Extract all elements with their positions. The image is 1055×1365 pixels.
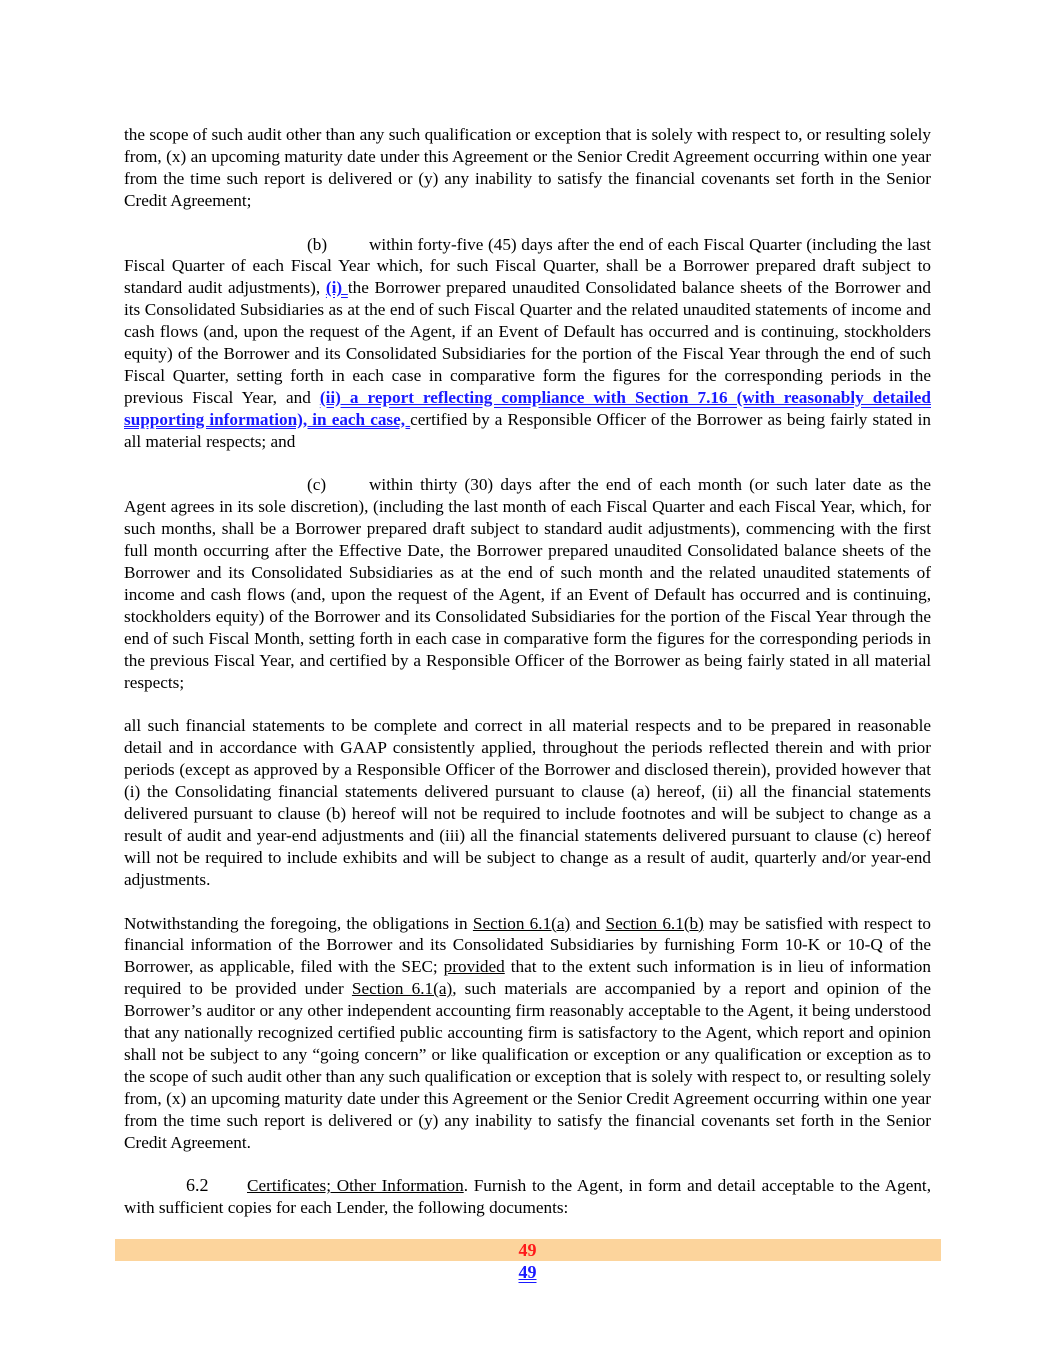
notwithstanding-text-1: Notwithstanding the foregoing, the obligations in (124, 913, 473, 933)
section-6-2 (124, 1175, 931, 1219)
section-6-2-number: 6.2 (186, 1175, 209, 1196)
provided-term: provided (443, 957, 505, 977)
clause-b-label: (b) (307, 234, 328, 254)
spacer (124, 453, 931, 475)
clause-b-text-3: certified by a Responsible Officer of the Borrower as being fairly stated in all material respects; and (124, 409, 931, 451)
spacer (124, 891, 931, 913)
section-6-2-text: . Furnish to the Agent, in form and detail acceptable to the Agent, with sufficient copies for each Lender, the following documents: (124, 1176, 932, 1218)
section-ref-6-1-a-second: Section 6.1(a) (351, 979, 453, 999)
clause-c-text: within thirty (30) days after the end of each month (or such later date as the Agent agrees in its sole discretion), (including the last month of each Fiscal Quarter and each Fiscal Year, which, for such months, shall be a Borrower prepared draft subject to standard audit adjustments), commencing with the first full month occurring after the Effective Date, the Borrower prepared unaudited Consolidated balance sheets of the Borrower and its Consolidated Subsidiaries as at the end of such month and the related unaudited statements of income and cash flows (and, upon the request of the Agent, if an Event of Default has occurred and is continuing, stockholders equity) of the Borrower and its Consolidated Subsidiaries for the portion of the Fiscal Year through the end of such Fiscal Month, setting forth in each case in comparative form the figures for the corresponding periods in the previous Fiscal Year, and certified by a Responsible Officer of the Borrower as being fairly stated in all material respects; (124, 475, 931, 692)
spacer (124, 212, 931, 234)
clause-b-text-1: within forty-five (45) days after the end of each Fiscal Quarter (including the last Fiscal Quarter of each Fiscal Year which, for such Fiscal Quarter, shall be a Borrower prepared draft subject to standard audit adjustments), (124, 234, 931, 298)
clause-b-text-2: the Borrower prepared unaudited Consolidated balance sheets of the Borrower and its Consolidated Subsidiaries as at the end of such Fiscal Quarter and the related unaudited statements of income and cash flows (and, upon the request of the Agent, if an Event of Default has occurred and is continuing, stockholders equity) of the Borrower and its Consolidated Subsidiaries for the portion of the Fiscal Year through the end of such Fiscal Quarter, setting forth in each case in comparative form the figures for the corresponding periods in the previous Fiscal Year, and (124, 278, 931, 407)
section-ref-6-1-a: Section 6.1(a) (472, 913, 571, 933)
document-page (124, 124, 931, 1219)
section-6-2-heading: Certificates; Other Information (247, 1176, 464, 1196)
notwithstanding-text-4: that to the extent such information is in lieu of information required to be provided under (124, 957, 931, 999)
paragraph-all-financial-statements: all such financial statements to be complete and correct in all material respects and to be prepared in reasonable detail and in accordance with GAAP consistently applied, throughout the periods reflected therein and with prior periods (except as approved by a Responsible Officer of the Borrower and disclosed therein), provided however that (i) the Consolidating financial statements delivered pursuant to clause (a) hereof, (ii) all the financial statements delivered pursuant to clause (b) hereof will not be required to include footnotes and will be subject to change as a result of audit and year-end adjustments and (iii) all the financial statements delivered pursuant to clause (c) hereof will not be required to include exhibits and will be subject to change as a result of audit, quarterly and/or year-end adjustments. (124, 716, 931, 889)
section-ref-6-1-b: Section 6.1(b) (605, 913, 704, 933)
paragraph-notwithstanding (124, 913, 931, 1154)
spacer (124, 694, 931, 716)
page-number-inserted: 49 (518, 1262, 537, 1282)
paragraph-clause-b (124, 234, 931, 453)
notwithstanding-text-3: may be satisfied with respect to financial information of the Borrower and its Consolidated Subsidiaries by furnishing Form 10-K or 10-Q of the Borrower, as applicable, filed with the SEC; (124, 913, 931, 977)
paragraph-audit-scope: the scope of such audit other than any such qualification or exception that is solely with respect to, or resulting solely from, (x) an upcoming maturity date under this Agreement or the Senior Credit Agreement occurring within one year from the time such report is delivered or (y) any inability to satisfy the financial covenants set forth in the Senior Credit Agreement; (124, 125, 931, 210)
page-number-deleted: 49 (518, 1240, 537, 1260)
notwithstanding-text-5: , such materials are accompanied by a report and opinion of the Borrower’s auditor or any other independent accounting firm reasonably acceptable to the Agent, it being understood that any nationally recognized certified public accounting firm is satisfactory to the Agent, which report and opinion shall not be subject to any “going concern” or like qualification or exception or any qualification or exception as to the scope of such audit other than any such qualification or exception that is solely with respect to, or resulting solely from, (x) an upcoming maturity date under this Agreement or the Senior Credit Agreement occurring within one year from the time such report is delivered or (y) any inability to satisfy the financial covenants set forth in the Senior Credit Agreement. (124, 979, 931, 1152)
spacer (124, 1154, 931, 1176)
notwithstanding-text-2: and (570, 913, 606, 933)
inserted-text-ii: (ii) a report reflecting compliance with Section 7.16 (with reasonably detailed supporting information), in each case, (124, 387, 931, 429)
inserted-text-i: (i) (325, 278, 348, 298)
paragraph-clause-c (124, 474, 931, 693)
clause-c-label: (c) (307, 475, 327, 495)
